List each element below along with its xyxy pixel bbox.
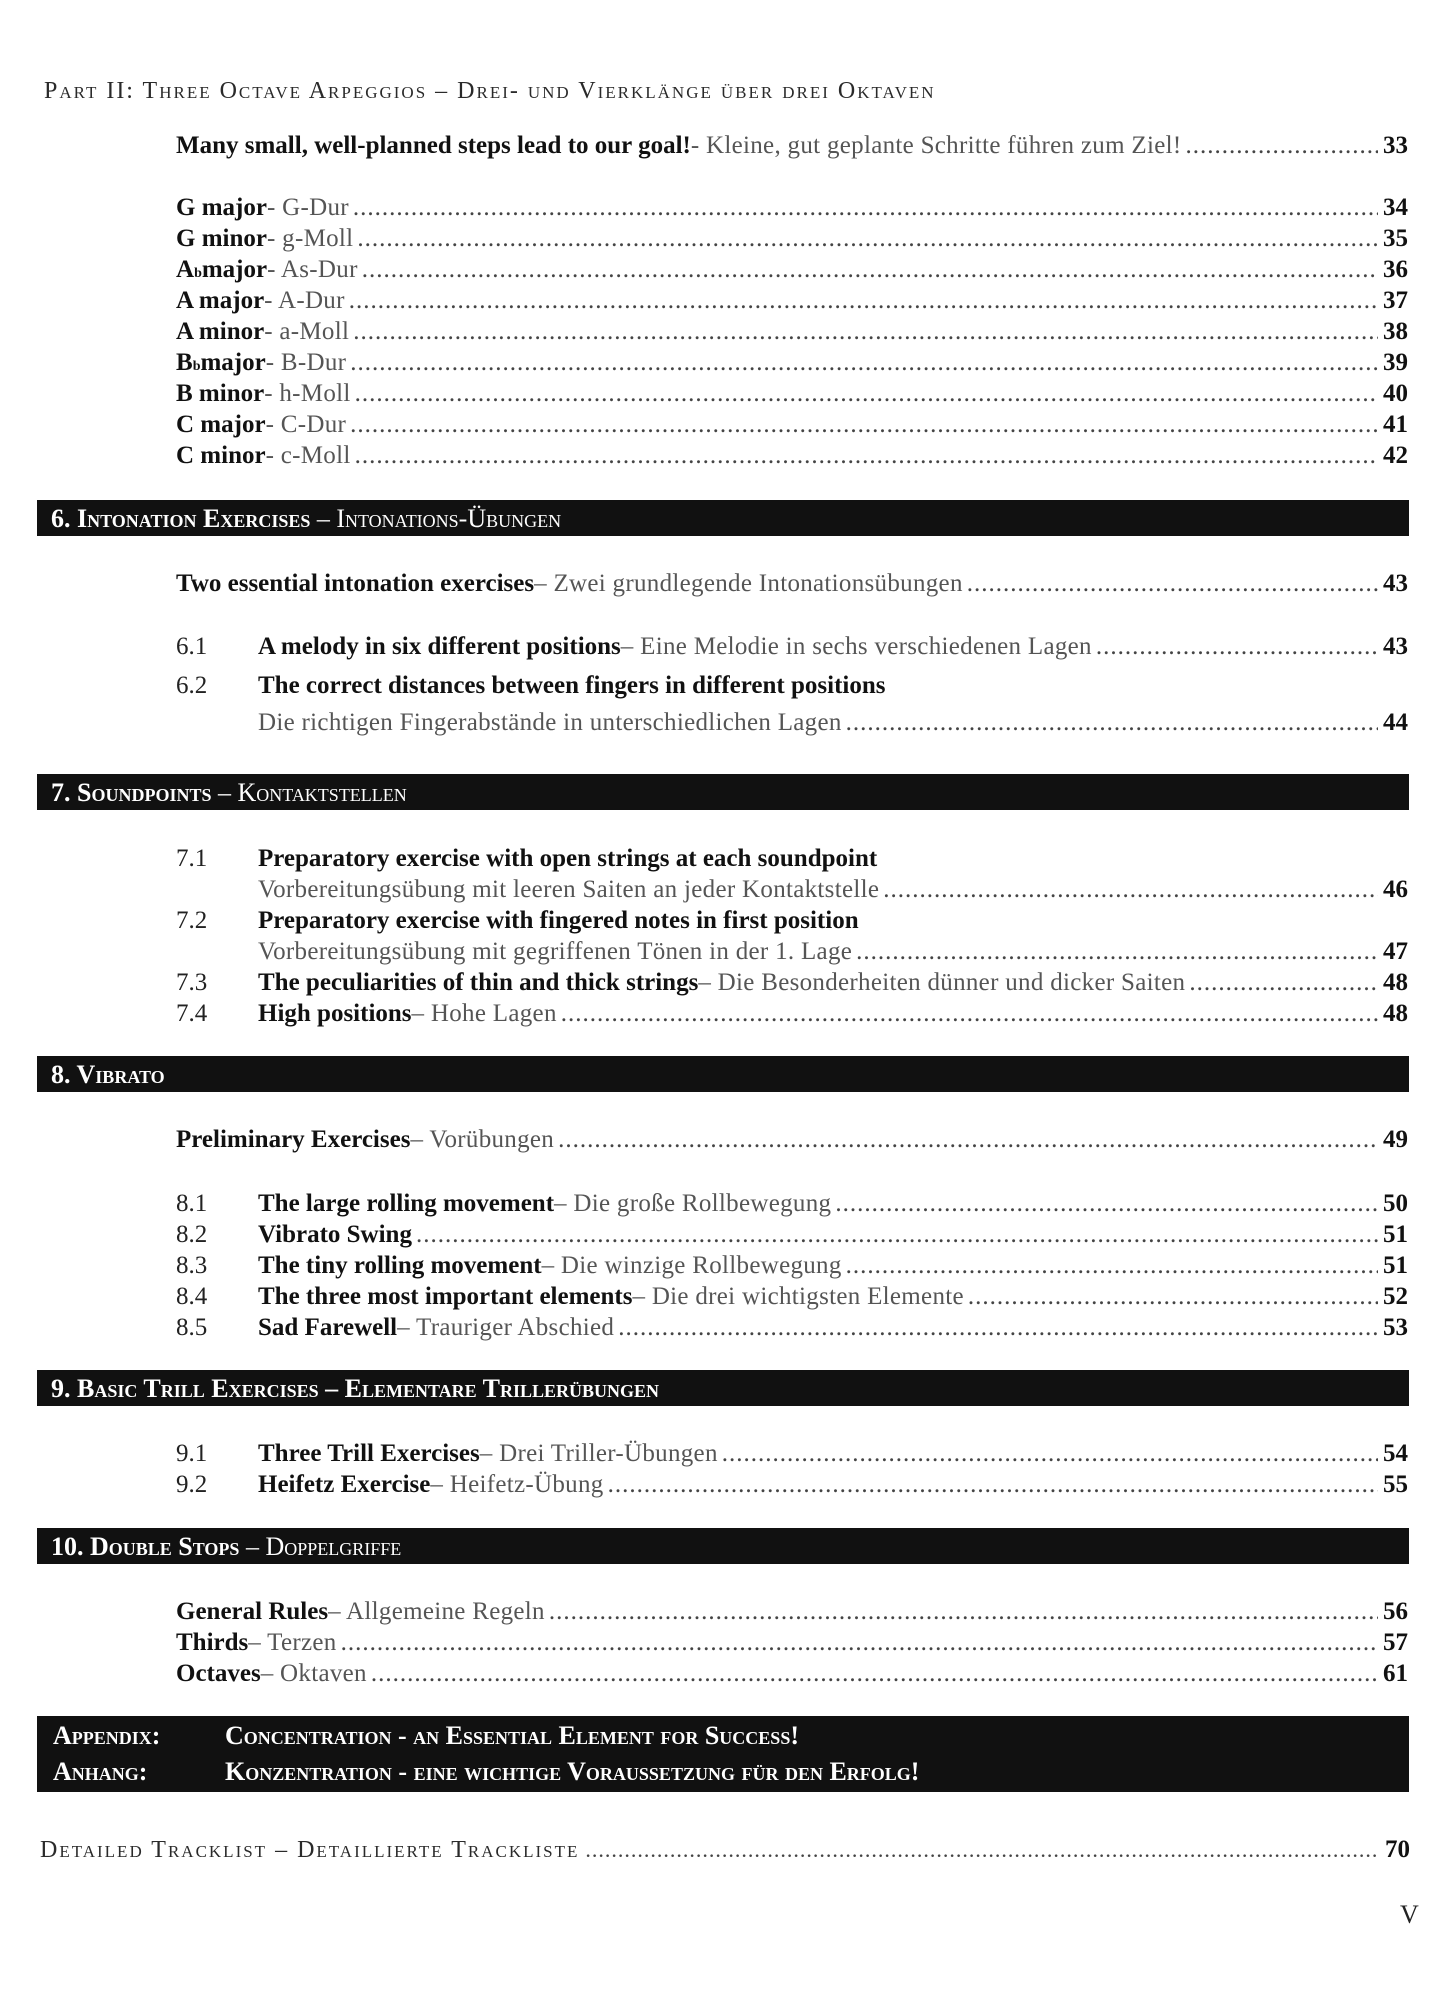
- toc-entry: Three Trill Exercises – Drei Triller-Übungen ..... 54: [258, 1440, 1408, 1468]
- toc-entry: Sad Farewell – Trauriger Abschied ..... 53: [258, 1314, 1408, 1342]
- toc-entry: B b major - B-Dur ..... 39: [176, 349, 1408, 377]
- toc-entry: Two essential intonation exercises – Zwei grundlegende Intonationsübungen ..... 43: [176, 570, 1408, 598]
- toc-entry: The correct distances between fingers in different positions: [258, 672, 886, 699]
- toc-entry: The tiny rolling movement – Die winzige Rollbewegung ..... 51: [258, 1252, 1408, 1280]
- tracklist-entry: Detailed Tracklist – Detaillierte Trackliste ..... 70: [40, 1836, 1410, 1864]
- entry-number: 7.3: [176, 969, 208, 996]
- toc-entry: G major - G-Dur ..... 34: [176, 194, 1408, 222]
- toc-entry: The peculiarities of thin and thick strings – Die Besonderheiten dünner und dicker Saiten ..... 48: [258, 969, 1408, 997]
- entry-number: 8.3: [176, 1252, 208, 1279]
- toc-entry-de: Vorbereitungsübung mit gegriffenen Tönen in der 1. Lage ..... 47: [258, 938, 1408, 966]
- toc-entry: High positions – Hohe Lagen ..... 48: [258, 1000, 1408, 1028]
- toc-entry: C minor - c-Moll ..... 42: [176, 442, 1408, 470]
- toc-entry: Heifetz Exercise – Heifetz-Übung ..... 55: [258, 1471, 1408, 1499]
- toc-entry: A minor - a-Moll ..... 38: [176, 318, 1408, 346]
- toc-entry: A b major - As-Dur ..... 36: [176, 256, 1408, 284]
- appendix-heading: Appendix: Concentration - an Essential Element for Success! Anhang: Konzentration - eine wichtige Voraussetzung für den Erfolg!: [37, 1716, 1409, 1792]
- page-number: V: [1400, 1900, 1419, 1929]
- toc-entry: General Rules – Allgemeine Regeln ..... 56: [176, 1598, 1408, 1626]
- entry-number: 6.2: [176, 672, 208, 699]
- toc-entry: Preliminary Exercises – Vorübungen ..... 49: [176, 1126, 1408, 1154]
- toc-entry: The three most important elements – Die drei wichtigsten Elemente ..... 52: [258, 1283, 1408, 1311]
- entry-number: 7.4: [176, 1000, 208, 1027]
- toc-entry-de: Die richtigen Fingerabstände in unterschiedlichen Lagen ..... 44: [258, 709, 1408, 737]
- toc-entry: Vibrato Swing ..... 51: [258, 1221, 1408, 1249]
- toc-entry: Preparatory exercise with open strings at each soundpoint: [258, 845, 878, 872]
- entry-number: 7.2: [176, 907, 208, 934]
- entry-number: 9.1: [176, 1440, 208, 1467]
- toc-entry: A major - A-Dur ..... 37: [176, 287, 1408, 315]
- toc-entry: A melody in six different positions – Eine Melodie in sechs verschiedenen Lagen ..... 43: [258, 633, 1408, 661]
- toc-entry-de: Vorbereitungsübung mit leeren Saiten an jeder Kontaktstelle ..... 46: [258, 876, 1408, 904]
- section-heading-7: 7. Soundpoints – Kontaktstellen: [37, 774, 1409, 810]
- section-heading-9: 9. Basic Trill Exercises – Elementare Trillerübungen: [37, 1370, 1409, 1406]
- toc-entry: G minor - g-Moll ..... 35: [176, 225, 1408, 253]
- entry-number: 8.1: [176, 1190, 208, 1217]
- toc-entry: The large rolling movement – Die große Rollbewegung ..... 50: [258, 1190, 1408, 1218]
- toc-entry: B minor - h-Moll ..... 40: [176, 380, 1408, 408]
- section-heading-10: 10. Double Stops – Doppelgriffe: [37, 1528, 1409, 1564]
- part-heading: Part II: Three Octave Arpeggios – Drei- und Vierklänge über drei Oktaven: [44, 78, 936, 104]
- entry-number: 8.2: [176, 1221, 208, 1248]
- toc-entry: Thirds – Terzen ..... 57: [176, 1629, 1408, 1657]
- toc-entry: Many small, well-planned steps lead to our goal! - Kleine, gut geplante Schritte führen zum Ziel! ..... 33: [176, 132, 1408, 160]
- toc-entry: C major - C-Dur ..... 41: [176, 411, 1408, 439]
- toc-entry: Preparatory exercise with fingered notes in first position: [258, 907, 859, 934]
- entry-number: 8.5: [176, 1314, 208, 1341]
- entry-number: 6.1: [176, 633, 208, 660]
- entry-number: 8.4: [176, 1283, 208, 1310]
- toc-entry: Octaves – Oktaven ..... 61: [176, 1660, 1408, 1688]
- section-heading-8: 8. Vibrato: [37, 1056, 1409, 1092]
- entry-number: 7.1: [176, 845, 208, 872]
- section-heading-6: 6. Intonation Exercises – Intonations-Übungen: [37, 500, 1409, 536]
- entry-number: 9.2: [176, 1471, 208, 1498]
